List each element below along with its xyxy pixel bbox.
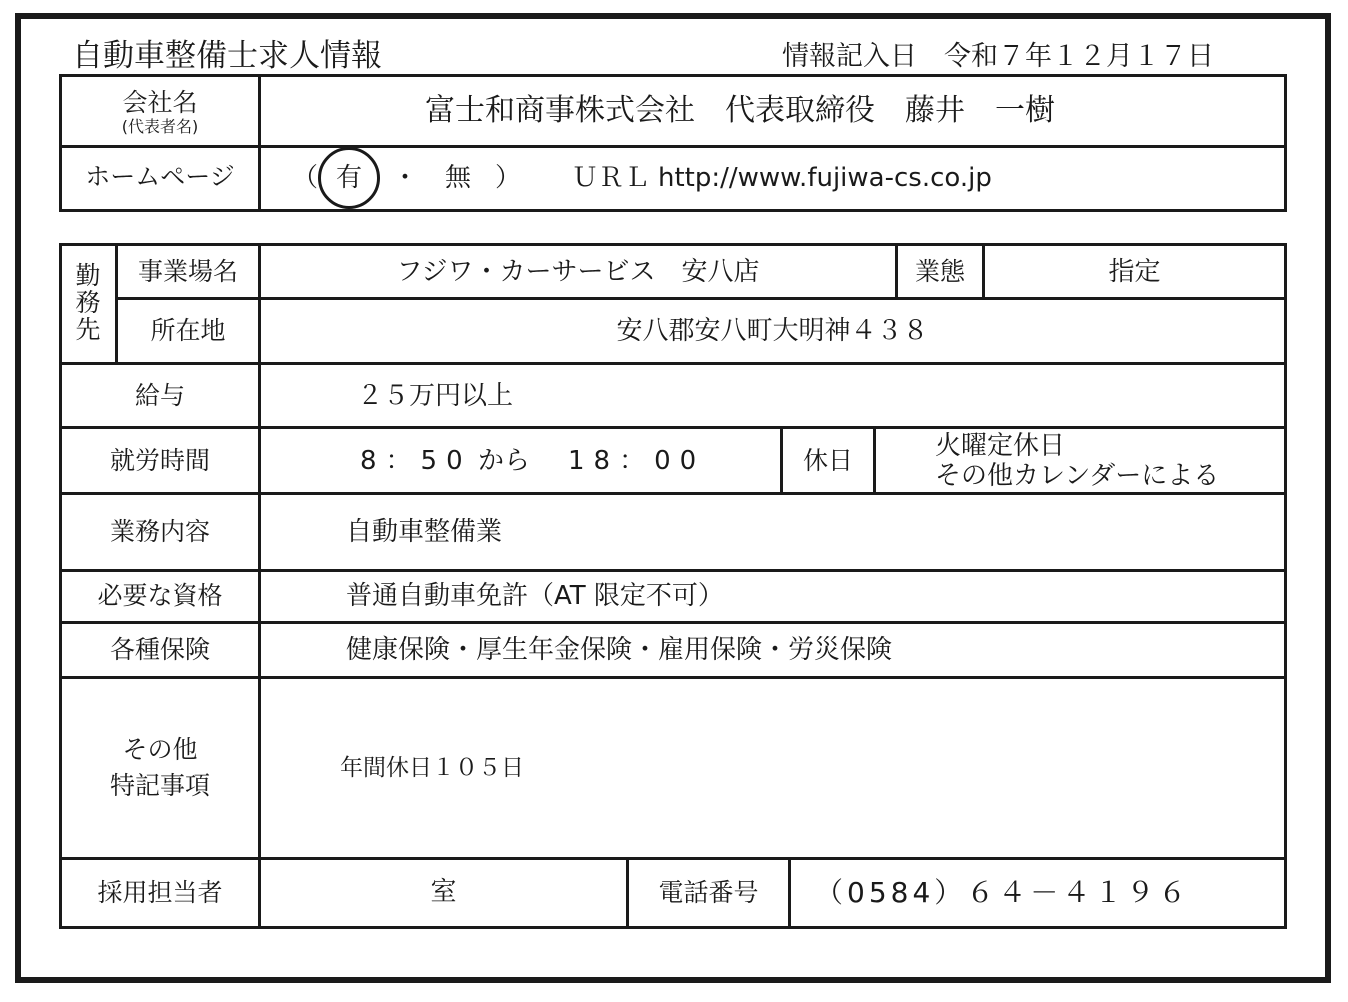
phone-value: （0584）６４－４１９６ (815, 876, 1191, 909)
other-label-line1: その他 (122, 735, 198, 764)
hours-from: から (478, 446, 531, 476)
homepage-label: ホームページ (85, 162, 235, 191)
homepage-close-paren: ） (495, 163, 522, 193)
duties-label: 業務内容 (109, 517, 210, 546)
url-label: ＵＲＬ (572, 163, 651, 193)
working-hours-label: 就労時間 (109, 446, 210, 475)
info-date (782, 34, 1214, 73)
company-name-sublabel: (代表者名) (121, 117, 199, 136)
business-type-label: 業態 (914, 257, 965, 286)
company-name-value: 富士和商事株式会社 代表取締役 藤井 一樹 (425, 93, 1055, 128)
salary-value: ２５万円以上 (357, 381, 514, 411)
insurance-value: 健康保険・厚生年金保険・雇用保険・労災保険 (346, 635, 893, 665)
other-value: 年間休日１０５日 (340, 755, 524, 781)
workplace-section-label: 勤務先 (75, 261, 101, 344)
business-type-value: 指定 (1108, 257, 1161, 287)
url-link[interactable]: http://www.fujiwa-cs.co.jp (658, 163, 992, 193)
qualification-value: 普通自動車免許（AT 限定不可） (346, 581, 724, 611)
homepage-no: 無 (445, 163, 472, 193)
hours-end: 18：00 (568, 446, 706, 476)
holiday-line1: 火曜定休日 (935, 431, 1066, 461)
info-date-value: 令和７年１２月１７日 (944, 41, 1214, 72)
salary-label: 給与 (134, 381, 185, 410)
other-label-line2: 特記事項 (109, 771, 210, 800)
recruiter-value: 室 (430, 877, 457, 907)
workplace-name-label: 事業場名 (137, 257, 238, 286)
insurance-label: 各種保険 (109, 635, 210, 664)
page-title: 自動車整備士求人情報 (72, 38, 382, 74)
phone-label: 電話番号 (658, 878, 759, 907)
homepage-yes: 有 (336, 163, 363, 193)
holiday-label: 休日 (802, 446, 853, 475)
holiday-line2: その他カレンダーによる (935, 461, 1220, 491)
homepage-dot: ・ (392, 163, 419, 193)
workplace-name-value: フジワ・カーサービス 安八店 (396, 257, 760, 287)
info-date-label: 情報記入日 (782, 41, 917, 72)
hours-start: 8：50 (360, 446, 472, 476)
address-value: 安八郡安八町大明神４３８ (616, 316, 929, 346)
recruiter-label: 採用担当者 (97, 878, 223, 907)
qualification-label: 必要な資格 (97, 581, 223, 610)
company-name-label: 会社名 (122, 88, 198, 117)
homepage-open-paren: （ (292, 163, 319, 193)
duties-value: 自動車整備業 (346, 517, 503, 547)
address-label: 所在地 (150, 316, 226, 345)
